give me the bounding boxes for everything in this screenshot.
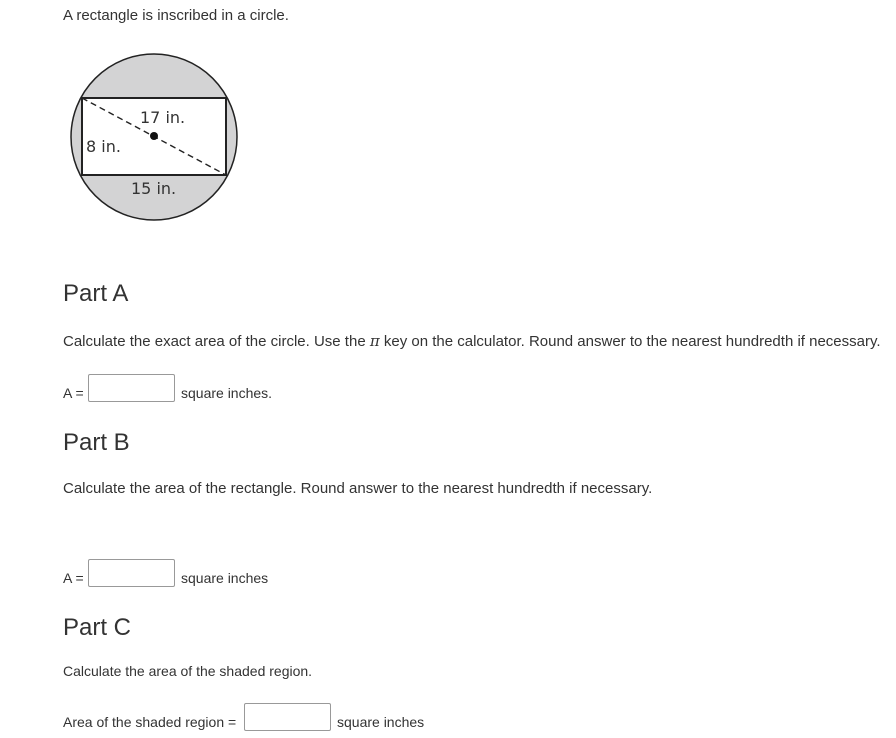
pi-symbol: π — [369, 332, 380, 350]
part-a-heading: Part A — [63, 280, 129, 307]
part-a-label: A = — [63, 385, 84, 401]
part-c-unit: square inches — [337, 714, 425, 730]
part-b-unit: square inches — [181, 570, 269, 586]
circle-rectangle-figure — [60, 45, 260, 235]
prompt-text: Calculate the exact area of the circle. Use the — [63, 333, 370, 350]
part-c-heading: Part C — [63, 614, 132, 641]
part-b-heading: Part B — [63, 429, 130, 456]
part-b-prompt: Calculate the area of the rectangle. Round answer to the nearest hundredth if necessary. — [63, 480, 653, 497]
height-label: 8 in. — [86, 137, 121, 156]
part-a-prompt — [63, 332, 881, 350]
width-label: 15 in. — [131, 179, 177, 198]
prompt-text: key on the calculator. Round answer to the nearest hundredth if necessary. — [379, 333, 881, 350]
part-c-answer-input[interactable] — [244, 703, 331, 731]
part-b-answer-input[interactable] — [88, 559, 175, 587]
part-b-label: A = — [63, 570, 84, 586]
intro-text: A rectangle is inscribed in a circle. — [63, 7, 289, 24]
part-c-prompt: Calculate the area of the shaded region. — [63, 663, 313, 679]
center-point — [150, 132, 158, 140]
part-a-answer-input[interactable] — [88, 374, 175, 402]
diagonal-label: 17 in. — [140, 108, 186, 127]
part-c-label: Area of the shaded region = — [63, 714, 237, 730]
part-a-unit: square inches. — [181, 385, 273, 401]
